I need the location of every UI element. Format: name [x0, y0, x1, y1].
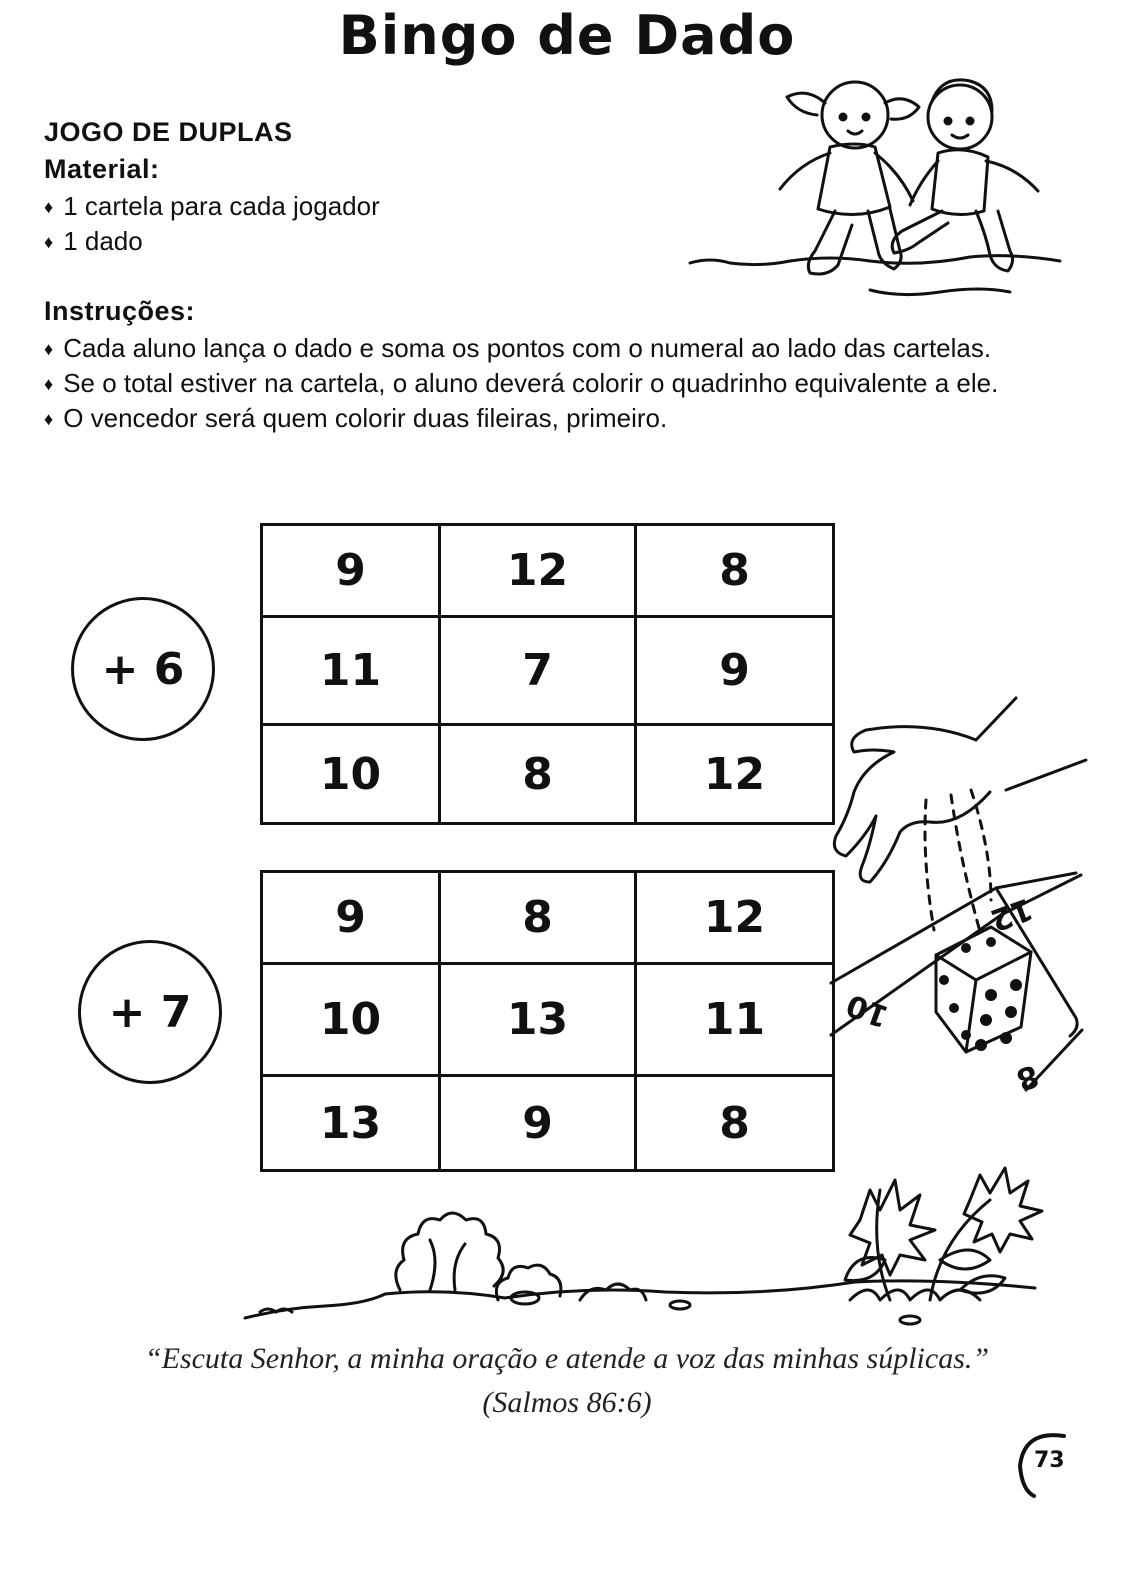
bible-reference: (Salmos 86:6) — [482, 1386, 652, 1419]
material-heading: Material: — [44, 154, 160, 184]
bingo-cell[interactable]: 9 — [440, 1076, 636, 1171]
board-number: 8 — [1011, 1056, 1044, 1098]
bingo-cell[interactable]: 8 — [636, 1076, 834, 1171]
instruction-item-text: Cada aluno lança o dado e soma os pontos com o numeral ao lado das cartelas. — [63, 333, 992, 363]
material-item — [44, 191, 380, 222]
instruction-item — [44, 403, 667, 434]
bingo-cell[interactable]: 9 — [636, 617, 834, 725]
bingo-cell[interactable]: 7 — [440, 617, 636, 725]
page-number: 73 — [1034, 1448, 1065, 1473]
bullet-icon: ♦ — [44, 197, 54, 217]
card-modifier-circle: + 7 — [78, 940, 222, 1084]
bullet-icon: ♦ — [44, 409, 54, 429]
bullet-icon: ♦ — [44, 232, 54, 252]
bingo-cell[interactable]: 12 — [636, 725, 834, 824]
instructions-heading: Instruções: — [44, 296, 196, 326]
bingo-cell[interactable]: 9 — [262, 872, 440, 964]
bingo-cell[interactable]: 10 — [262, 964, 440, 1076]
bingo-cell[interactable]: 11 — [636, 964, 834, 1076]
bingo-cell[interactable]: 13 — [262, 1076, 440, 1171]
bingo-cell[interactable]: 8 — [636, 525, 834, 617]
bingo-cell[interactable]: 13 — [440, 964, 636, 1076]
material-item-text: 1 cartela para cada jogador — [63, 191, 380, 221]
bingo-card — [260, 523, 835, 825]
dice-hand-icon — [826, 690, 1096, 1140]
instruction-item — [44, 333, 991, 364]
instruction-item-text: O vencedor será quem colorir duas fileiras, primeiro. — [63, 403, 668, 433]
material-item-text: 1 dado — [63, 226, 143, 256]
bingo-cell[interactable]: 8 — [440, 725, 636, 824]
bingo-cell[interactable]: 12 — [440, 525, 636, 617]
bingo-cell[interactable]: 10 — [262, 725, 440, 824]
board-number: 10 — [841, 986, 894, 1034]
mode-heading: JOGO DE DUPLAS — [44, 117, 293, 147]
board-number: 12 — [985, 890, 1037, 938]
material-item — [44, 226, 143, 257]
bible-quote: “Escuta Senhor, a minha oração e atende a voz das minhas súplicas.” — [144, 1342, 990, 1375]
instruction-item-text: Se o total estiver na cartela, o aluno deverá colorir o quadrinho equivalente a ele. — [63, 368, 999, 398]
bullet-icon: ♦ — [44, 374, 54, 394]
bingo-cell[interactable]: 8 — [440, 872, 636, 964]
bingo-cell[interactable]: 12 — [636, 872, 834, 964]
bingo-cell[interactable]: 9 — [262, 525, 440, 617]
instruction-item — [44, 368, 998, 399]
bingo-cell[interactable]: 11 — [262, 617, 440, 725]
page-title: Bingo de Dado — [338, 4, 796, 67]
children-icon — [680, 65, 1080, 305]
card-modifier-circle: + 6 — [71, 597, 215, 741]
bullet-icon: ♦ — [44, 339, 54, 359]
flowers-grass-icon — [240, 1140, 1070, 1340]
bingo-card — [260, 870, 835, 1172]
